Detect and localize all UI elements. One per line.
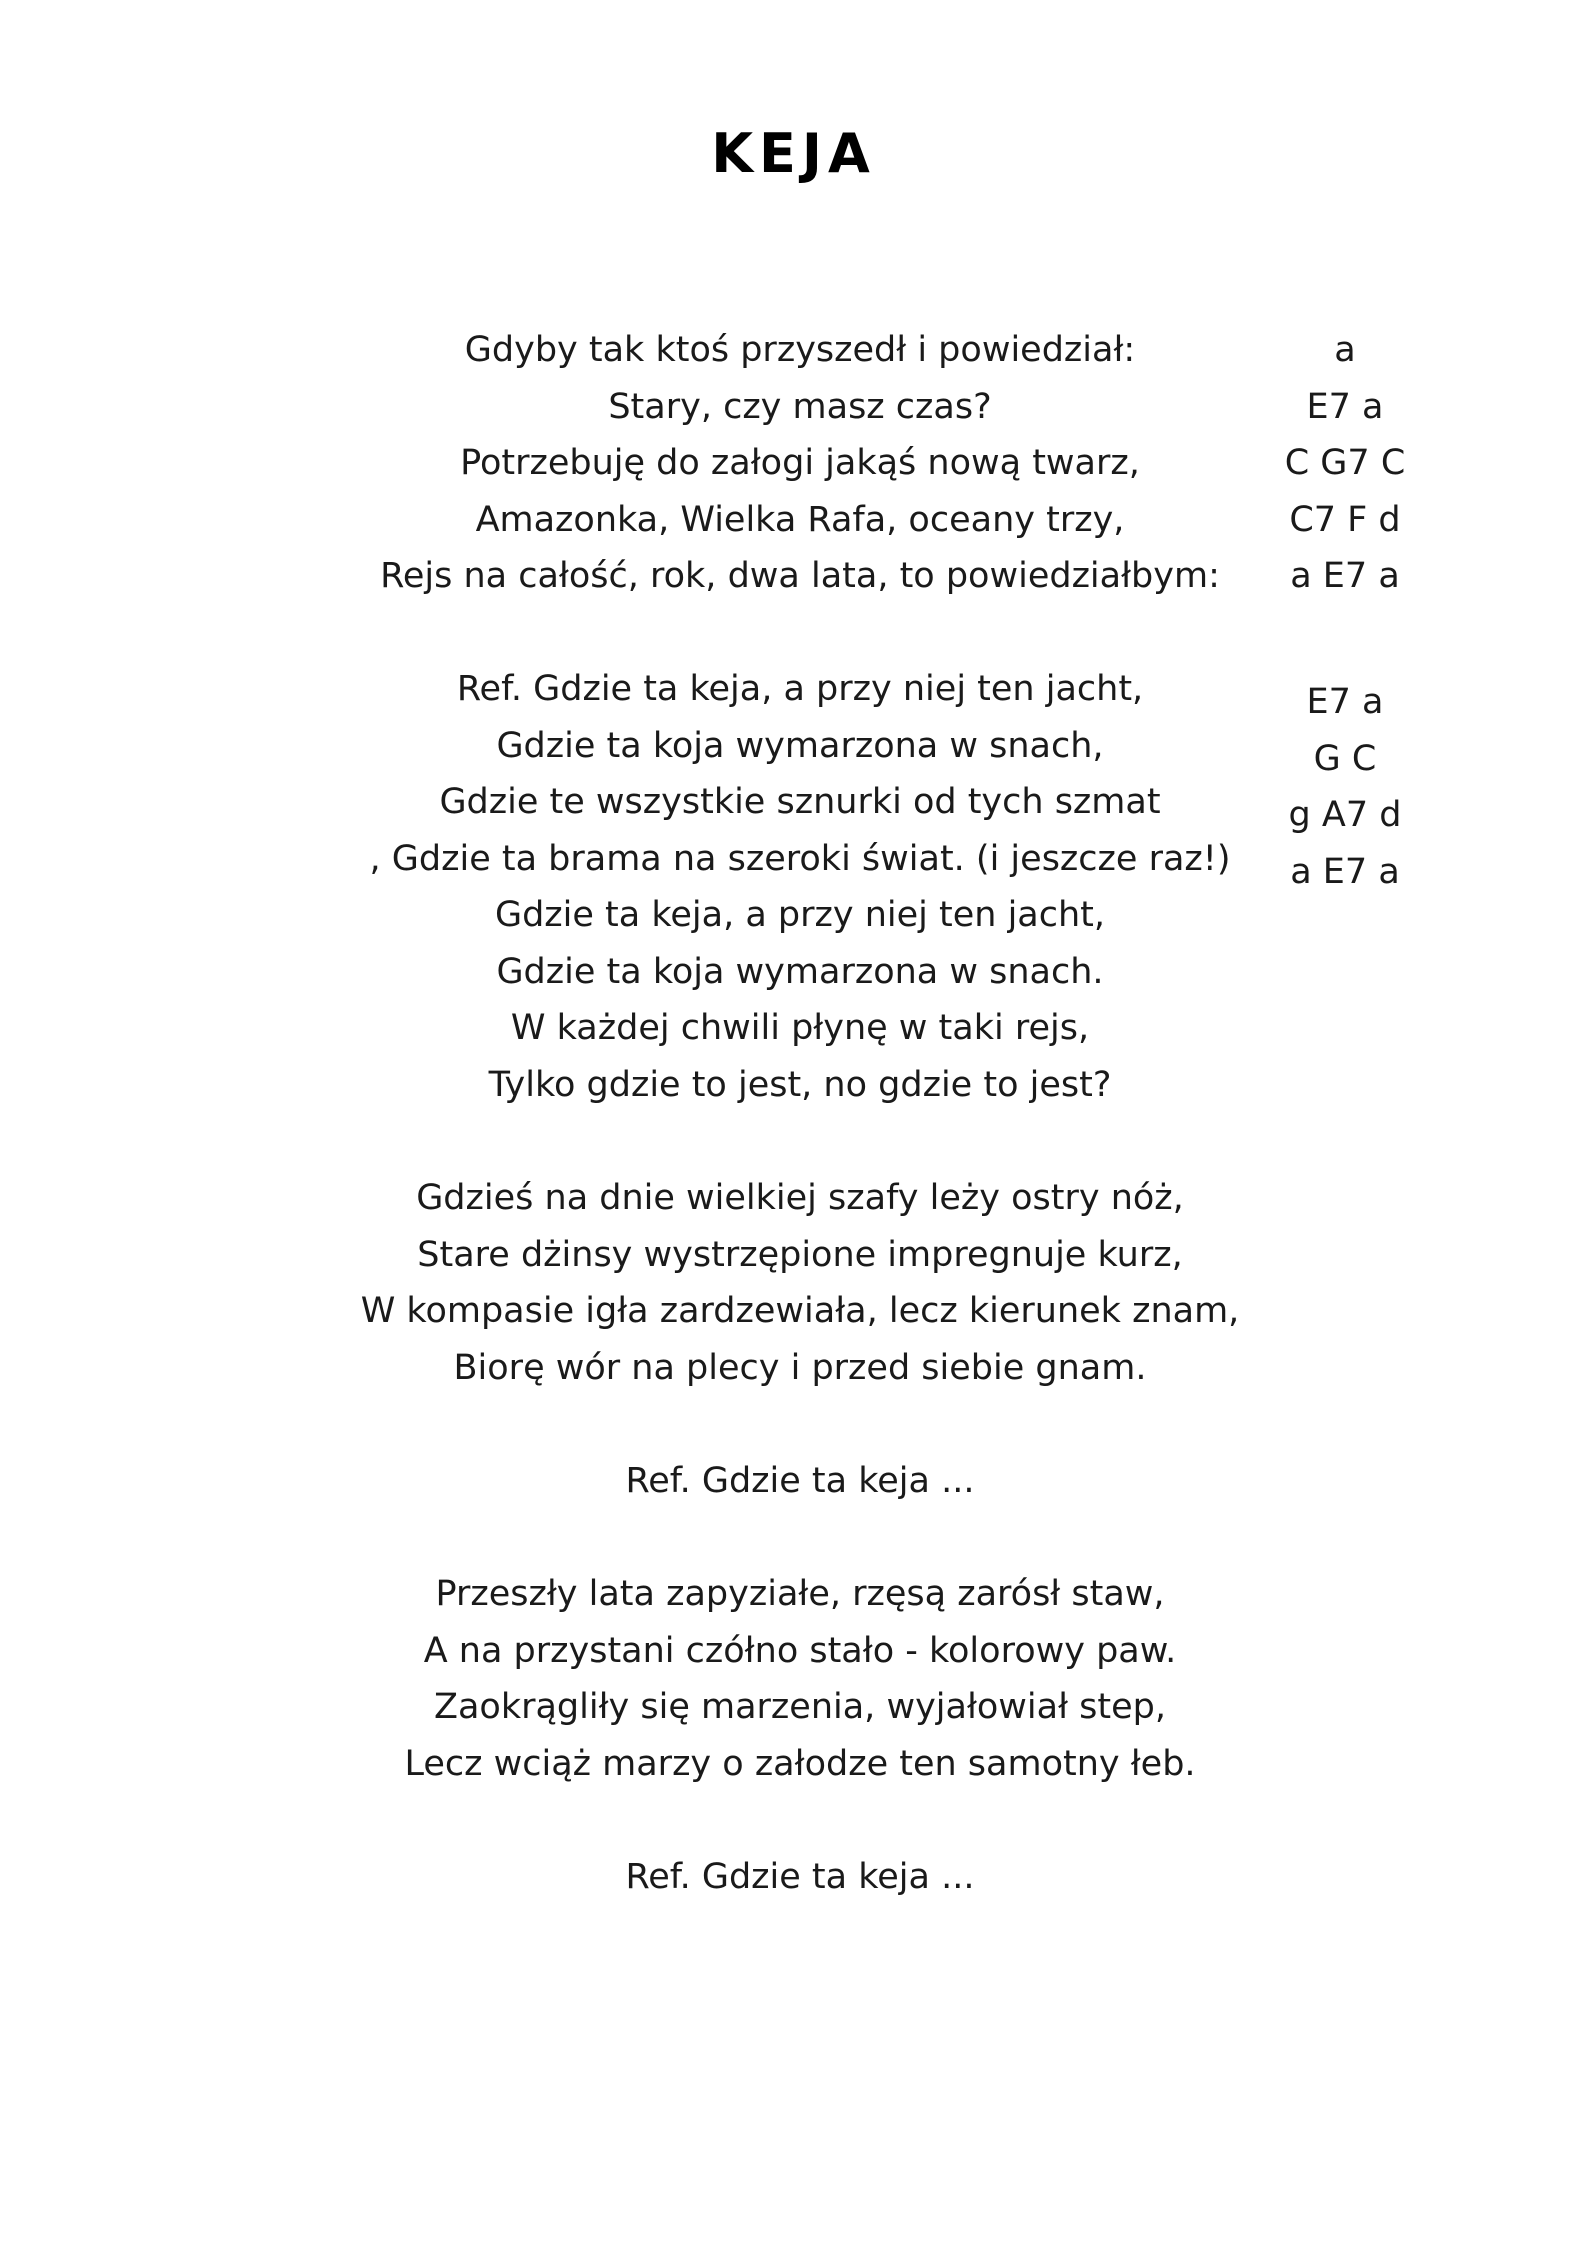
lyric-line: Gdzie ta koja wymarzona w snach, bbox=[496, 725, 1104, 766]
chord-line: a E7 a bbox=[1290, 851, 1400, 892]
lyric-line: Potrzebuję do załogi jakąś nową twarz, bbox=[460, 443, 1140, 483]
lyric-line: Ref. Gdzie ta keja ... bbox=[625, 1857, 975, 1897]
lyric-line: Zaokrągliły się marzenia, wyjałowiał step, bbox=[433, 1687, 1167, 1727]
chord-line: a E7 a bbox=[1290, 556, 1400, 596]
verse-1 bbox=[300, 322, 1300, 605]
refrain-repeat-1 bbox=[300, 1453, 1300, 1510]
chord-line: E7 a bbox=[1306, 682, 1384, 722]
refrain-repeat-2 bbox=[300, 1849, 1300, 1906]
refrain bbox=[300, 661, 1300, 1113]
lyric-line: Gdzie ta keja, a przy niej ten jacht, bbox=[494, 895, 1106, 935]
lyric-line: Gdzieś na dnie wielkiej szafy leży ostry nóż, bbox=[416, 1178, 1184, 1218]
lyric-line: Amazonka, Wielka Rafa, oceany trzy, bbox=[475, 499, 1125, 540]
lyric-line: Ref. Gdzie ta keja ... bbox=[625, 1461, 975, 1501]
lyric-line: Gdzie te wszystkie sznurki od tych szmat bbox=[439, 782, 1161, 822]
lyric-line: Tylko gdzie to jest, no gdzie to jest? bbox=[488, 1064, 1112, 1105]
lyric-line: Rejs na całość, rok, dwa lata, to powiedziałbym: bbox=[380, 556, 1220, 596]
lyric-line: Przeszły lata zapyziałe, rzęsą zarósł staw, bbox=[435, 1574, 1165, 1614]
lyric-line: Gdyby tak ktoś przyszedł i powiedział: bbox=[464, 330, 1136, 370]
verse-2 bbox=[300, 1170, 1300, 1396]
lyric-line: Biorę wór na plecy i przed siebie gnam. bbox=[453, 1347, 1147, 1388]
verse-3 bbox=[300, 1566, 1300, 1792]
lyric-line: , Gdzie ta brama na szeroki świat. (i jeszcze raz!) bbox=[369, 838, 1231, 879]
song-title: KEJA bbox=[711, 122, 876, 185]
refrain-chords bbox=[1270, 674, 1420, 900]
chord-line: g A7 d bbox=[1288, 795, 1402, 835]
lyric-line: W każdej chwili płynę w taki rejs, bbox=[510, 1008, 1090, 1048]
lyric-line: Ref. Gdzie ta keja, a przy niej ten jacht, bbox=[456, 669, 1144, 709]
lyric-line: Stary, czy masz czas? bbox=[608, 386, 992, 427]
chord-line: C G7 C bbox=[1284, 443, 1406, 483]
chord-line: a bbox=[1334, 330, 1356, 370]
chord-line: E7 a bbox=[1306, 386, 1384, 427]
lyric-line: Gdzie ta koja wymarzona w snach. bbox=[496, 951, 1104, 992]
lyric-line: Stare dżinsy wystrzępione impregnuje kurz, bbox=[417, 1234, 1183, 1275]
lyric-line: W kompasie igła zardzewiała, lecz kierunek znam, bbox=[360, 1291, 1240, 1331]
lyric-line: A na przystani czółno stało - kolorowy paw. bbox=[423, 1630, 1177, 1671]
verse-1-chords bbox=[1270, 322, 1420, 605]
lyric-line: Lecz wciąż marzy o załodze ten samotny łeb. bbox=[404, 1743, 1196, 1784]
chord-line: C7 F d bbox=[1289, 499, 1401, 540]
chord-line: G C bbox=[1313, 738, 1377, 779]
